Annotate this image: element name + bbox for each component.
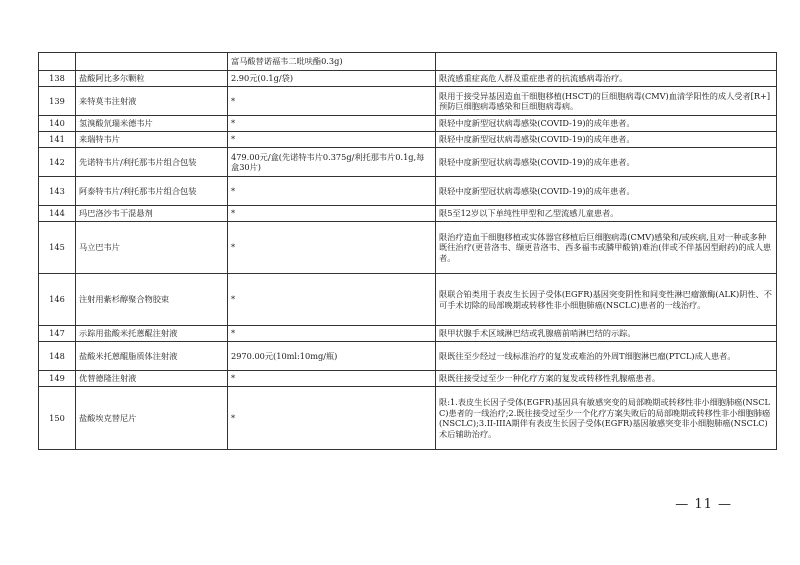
drug-table	[38, 52, 777, 450]
table-row	[39, 148, 777, 177]
table-row	[39, 177, 777, 206]
table-row	[39, 116, 777, 132]
row-number: 141	[39, 132, 76, 148]
row-number: 143	[39, 177, 76, 206]
drug-name: 盐酸埃克替尼片	[76, 387, 228, 450]
drug-condition: 限轻中度新型冠状病毒感染(COVID-19)的成年患者。	[436, 148, 777, 177]
drug-condition: 限5至12岁以下单纯性甲型和乙型流感儿童患者。	[436, 206, 777, 222]
drug-price: 2970.00元(10ml:10mg/瓶)	[228, 342, 436, 371]
table-row	[39, 387, 777, 450]
drug-name: 优替德隆注射液	[76, 371, 228, 387]
table-row	[39, 326, 777, 342]
row-number: 145	[39, 222, 76, 274]
drug-price: *	[228, 206, 436, 222]
drug-name: 来特莫韦注射液	[76, 87, 228, 116]
table-row	[39, 206, 777, 222]
drug-condition: 限:1.表皮生长因子受体(EGFR)基因具有敏感突变的局部晚期或转移性非小细胞肺癌(NSCLC)患者的一线治疗;2.既往接受过至少一个化疗方案失败后的局部晚期或转移性非小细胞肺癌(NSCLC);3.II-IIIA期伴有表皮生长因子受体(EGFR)基因敏感突变非小细胞肺癌(NSCLC)术后辅助治疗。	[436, 387, 777, 450]
drug-name: 马立巴韦片	[76, 222, 228, 274]
drug-price: *	[228, 274, 436, 326]
drug-price: 富马酸替诺福韦二吡呋酯0.3g)	[228, 53, 436, 71]
drug-condition	[436, 53, 777, 71]
table-row	[39, 371, 777, 387]
table-row	[39, 53, 777, 71]
drug-condition: 限轻中度新型冠状病毒感染(COVID-19)的成年患者。	[436, 116, 777, 132]
row-number: 139	[39, 87, 76, 116]
row-number: 149	[39, 371, 76, 387]
drug-name: 先诺特韦片/利托那韦片组合包装	[76, 148, 228, 177]
drug-price: *	[228, 222, 436, 274]
drug-condition: 限甲状腺手术区域淋巴结或乳腺癌前哨淋巴结的示踪。	[436, 326, 777, 342]
drug-condition: 限联合铂类用于表皮生长因子受体(EGFR)基因突变阴性和间变性淋巴瘤激酶(ALK)阴性、不可手术切除的局部晚期或转移性非小细胞肺癌(NSCLC)患者的一线治疗。	[436, 274, 777, 326]
drug-name: 盐酸阿比多尔颗粒	[76, 71, 228, 87]
drug-condition: 限用于接受异基因造血干细胞移植(HSCT)的巨细胞病毒(CMV)血清学阳性的成人受者[R+]预防巨细胞病毒感染和巨细胞病毒病。	[436, 87, 777, 116]
drug-price: *	[228, 116, 436, 132]
drug-name: 示踪用盐酸米托蒽醌注射液	[76, 326, 228, 342]
drug-price: *	[228, 132, 436, 148]
drug-condition: 限轻中度新型冠状病毒感染(COVID-19)的成年患者。	[436, 132, 777, 148]
drug-name: 氢溴酸氘瑞米德韦片	[76, 116, 228, 132]
page-number: — 11 —	[675, 497, 732, 512]
table-row	[39, 71, 777, 87]
drug-name: 玛巴洛沙韦干混悬剂	[76, 206, 228, 222]
drug-price: *	[228, 87, 436, 116]
row-number: 144	[39, 206, 76, 222]
row-number: 138	[39, 71, 76, 87]
table-row	[39, 222, 777, 274]
drug-price: *	[228, 177, 436, 206]
row-number: 140	[39, 116, 76, 132]
drug-price: 479.00元/盒(先诺特韦片0.375g/利托那韦片0.1g,每盒30片)	[228, 148, 436, 177]
table-row	[39, 342, 777, 371]
row-number: 150	[39, 387, 76, 450]
table-row	[39, 132, 777, 148]
drug-name: 注射用紫杉醇聚合物胶束	[76, 274, 228, 326]
row-number: 142	[39, 148, 76, 177]
drug-condition: 限既往接受过至少一种化疗方案的复发或转移性乳腺癌患者。	[436, 371, 777, 387]
drug-name: 阿泰特韦片/利托那韦片组合包装	[76, 177, 228, 206]
drug-price: 2.90元(0.1g/袋)	[228, 71, 436, 87]
row-number	[39, 53, 76, 71]
row-number: 148	[39, 342, 76, 371]
drug-price: *	[228, 326, 436, 342]
drug-price: *	[228, 371, 436, 387]
table-row	[39, 87, 777, 116]
drug-name	[76, 53, 228, 71]
table-row	[39, 274, 777, 326]
row-number: 146	[39, 274, 76, 326]
drug-name: 来瑞特韦片	[76, 132, 228, 148]
drug-price: *	[228, 387, 436, 450]
row-number: 147	[39, 326, 76, 342]
drug-condition: 限轻中度新型冠状病毒感染(COVID-19)的成年患者。	[436, 177, 777, 206]
drug-condition: 限流感重症高危人群及重症患者的抗流感病毒治疗。	[436, 71, 777, 87]
drug-condition: 限既往至少经过一线标准治疗的复发或难治的外周T细胞淋巴瘤(PTCL)成人患者。	[436, 342, 777, 371]
drug-name: 盐酸米托蒽醌脂质体注射液	[76, 342, 228, 371]
drug-condition: 限治疗造血干细胞移植或实体器官移植后巨细胞病毒(CMV)感染和/或疾病,且对一种或多种既往治疗(更昔洛韦、缬更昔洛韦、西多福韦或膦甲酸钠)难治(伴或不伴基因型耐药)的成人患者。	[436, 222, 777, 274]
